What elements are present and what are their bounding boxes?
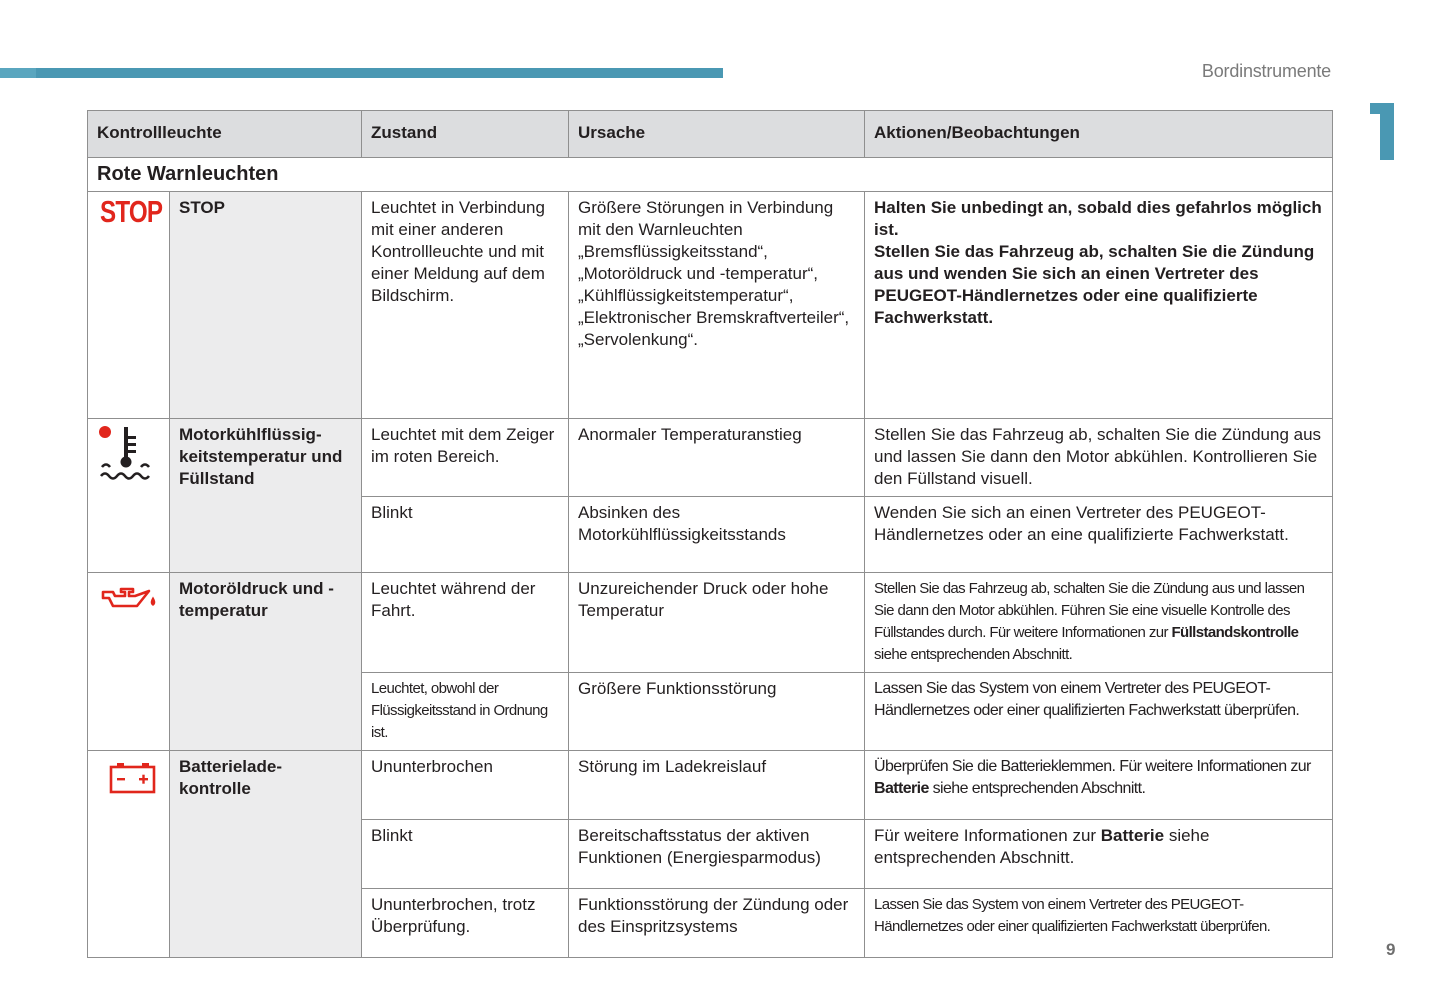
aktion-line: Stellen Sie das Fahrzeug ab, schalten Sie die Zündung aus und wenden Sie sich an einen Vertreter des PEUGEOT-Händlernetzes oder eine qualifizierte Fachwerkstatt. <box>874 242 1315 327</box>
warning-light-name: Motoröldruck und -temperatur <box>170 573 362 751</box>
ursache-cell: Funktionsstörung der Zündung oder des Einspritzsystems <box>569 889 865 958</box>
aktion-cell: Lassen Sie das System von einem Vertreter des PEUGEOT-Händlernetzes oder einer qualifizierten Fachwerkstatt überprüfen. <box>865 889 1333 958</box>
aktion-cell <box>865 751 1333 820</box>
zustand-cell: Ununterbrochen, trotz Überprüfung. <box>362 889 569 958</box>
column-header-ursache: Ursache <box>569 111 865 158</box>
zustand-cell: Leuchtet in Verbindung mit einer anderen Kontrollleuchte und mit einer Meldung auf dem Bildschirm. <box>362 192 569 419</box>
zustand-cell: Ununterbrochen <box>362 751 569 820</box>
group-header-row <box>88 158 1333 192</box>
table-header-row <box>88 111 1333 158</box>
coolant-temperature-icon <box>99 424 161 486</box>
column-header-kontrollleuchte: Kontrollleuchte <box>88 111 362 158</box>
zustand-cell: Blinkt <box>362 497 569 573</box>
ursache-cell: Bereitschaftsstatus der aktiven Funktionen (Energiesparmodus) <box>569 820 865 889</box>
table-row <box>88 751 1333 820</box>
ursache-line: „Bremsflüssigkeitsstand“, <box>578 242 768 261</box>
zustand-cell: Leuchtet mit dem Zeiger im roten Bereich. <box>362 419 569 497</box>
aktion-cell: Lassen Sie das System von einem Vertreter des PEUGEOT-Händlernetzes oder einer qualifizierten Fachwerkstatt überprüfen. <box>865 673 1333 751</box>
zustand-cell: Leuchtet während der Fahrt. <box>362 573 569 673</box>
table-row <box>88 573 1333 673</box>
aktion-cell: Wenden Sie sich an einen Vertreter des PEUGEOT-Händlernetzes oder an eine qualifizierte Fachwerkstatt. <box>865 497 1333 573</box>
aktion-text: siehe entsprechenden Abschnitt. <box>874 826 1210 867</box>
aktion-emphasis: Füllstandskontrolle <box>1171 624 1299 641</box>
table-row <box>88 419 1333 497</box>
aktion-cell <box>865 820 1333 889</box>
aktion-line: Halten Sie unbedingt an, sobald dies gefahrlos möglich ist. <box>874 198 1322 239</box>
icon-cell <box>88 573 170 751</box>
aktion-text: Stellen Sie das Fahrzeug ab, schalten Sie die Zündung aus und lassen Sie dann den Motor abkühlen. Führen Sie eine visuelle Kontrolle des Füllstandes durch. Für weitere Informationen zur <box>874 580 1305 641</box>
ursache-cell: Anormaler Temperaturanstieg <box>569 419 865 497</box>
ursache-line: „Servolenkung“. <box>578 330 699 349</box>
chapter-number-marker <box>1370 103 1394 160</box>
icon-cell <box>88 751 170 958</box>
oil-pressure-icon <box>101 586 159 616</box>
aktion-text: Überprüfen Sie die Batterieklemmen. Für weitere Informationen zur <box>874 758 1311 775</box>
zustand-cell: Leuchtet, obwohl der Flüssigkeitsstand in Ordnung ist. <box>362 673 569 751</box>
ursache-line: Größere Störungen in Verbindung mit den Warnleuchten <box>578 198 834 239</box>
ursache-cell: Störung im Ladekreislauf <box>569 751 865 820</box>
ursache-line: „Elektronischer Bremskraftverteiler“, <box>578 308 850 327</box>
warning-lights-table <box>87 110 1333 958</box>
aktion-emphasis: Batterie <box>1100 826 1165 845</box>
warning-light-name: Batterielade-kontrolle <box>170 751 362 958</box>
aktion-cell: Stellen Sie das Fahrzeug ab, schalten Sie die Zündung aus und lassen Sie dann den Motor abkühlen. Kontrollieren Sie den Füllstand visuell. <box>865 419 1333 497</box>
section-title: Bordinstrumente <box>1201 61 1331 81</box>
page-number: 9 <box>1386 940 1396 959</box>
aktion-text: Für weitere Informationen zur <box>874 826 1101 845</box>
table-row <box>88 192 1333 419</box>
aktion-emphasis: Batterie <box>874 780 929 797</box>
aktion-text: siehe entsprechenden Abschnitt. <box>874 646 1073 663</box>
battery-charge-icon <box>109 762 157 794</box>
header-accent-bar <box>0 68 723 78</box>
ursache-line: „Kühlflüssigkeitstemperatur“, <box>578 286 794 305</box>
aktion-cell <box>865 192 1333 419</box>
stop-warning-icon: STOP <box>100 194 163 229</box>
zustand-cell: Blinkt <box>362 820 569 889</box>
ursache-line: „Motoröldruck und -temperatur“, <box>578 264 818 283</box>
ursache-cell: Größere Funktionsstörung <box>569 673 865 751</box>
column-header-aktionen: Aktionen/Beobachtungen <box>865 111 1333 158</box>
ursache-cell <box>569 192 865 419</box>
warning-light-name: Motorkühlflüssig-keitstemperatur und Füllstand <box>170 419 362 573</box>
warning-light-name: STOP <box>170 192 362 419</box>
aktion-cell <box>865 573 1333 673</box>
icon-cell <box>88 419 170 573</box>
aktion-text: siehe entsprechenden Abschnitt. <box>928 780 1146 797</box>
icon-cell <box>88 192 170 419</box>
ursache-cell: Absinken des Motorkühlflüssigkeitsstands <box>569 497 865 573</box>
ursache-cell: Unzureichender Druck oder hohe Temperatur <box>569 573 865 673</box>
column-header-zustand: Zustand <box>362 111 569 158</box>
group-title: Rote Warnleuchten <box>88 158 1333 192</box>
